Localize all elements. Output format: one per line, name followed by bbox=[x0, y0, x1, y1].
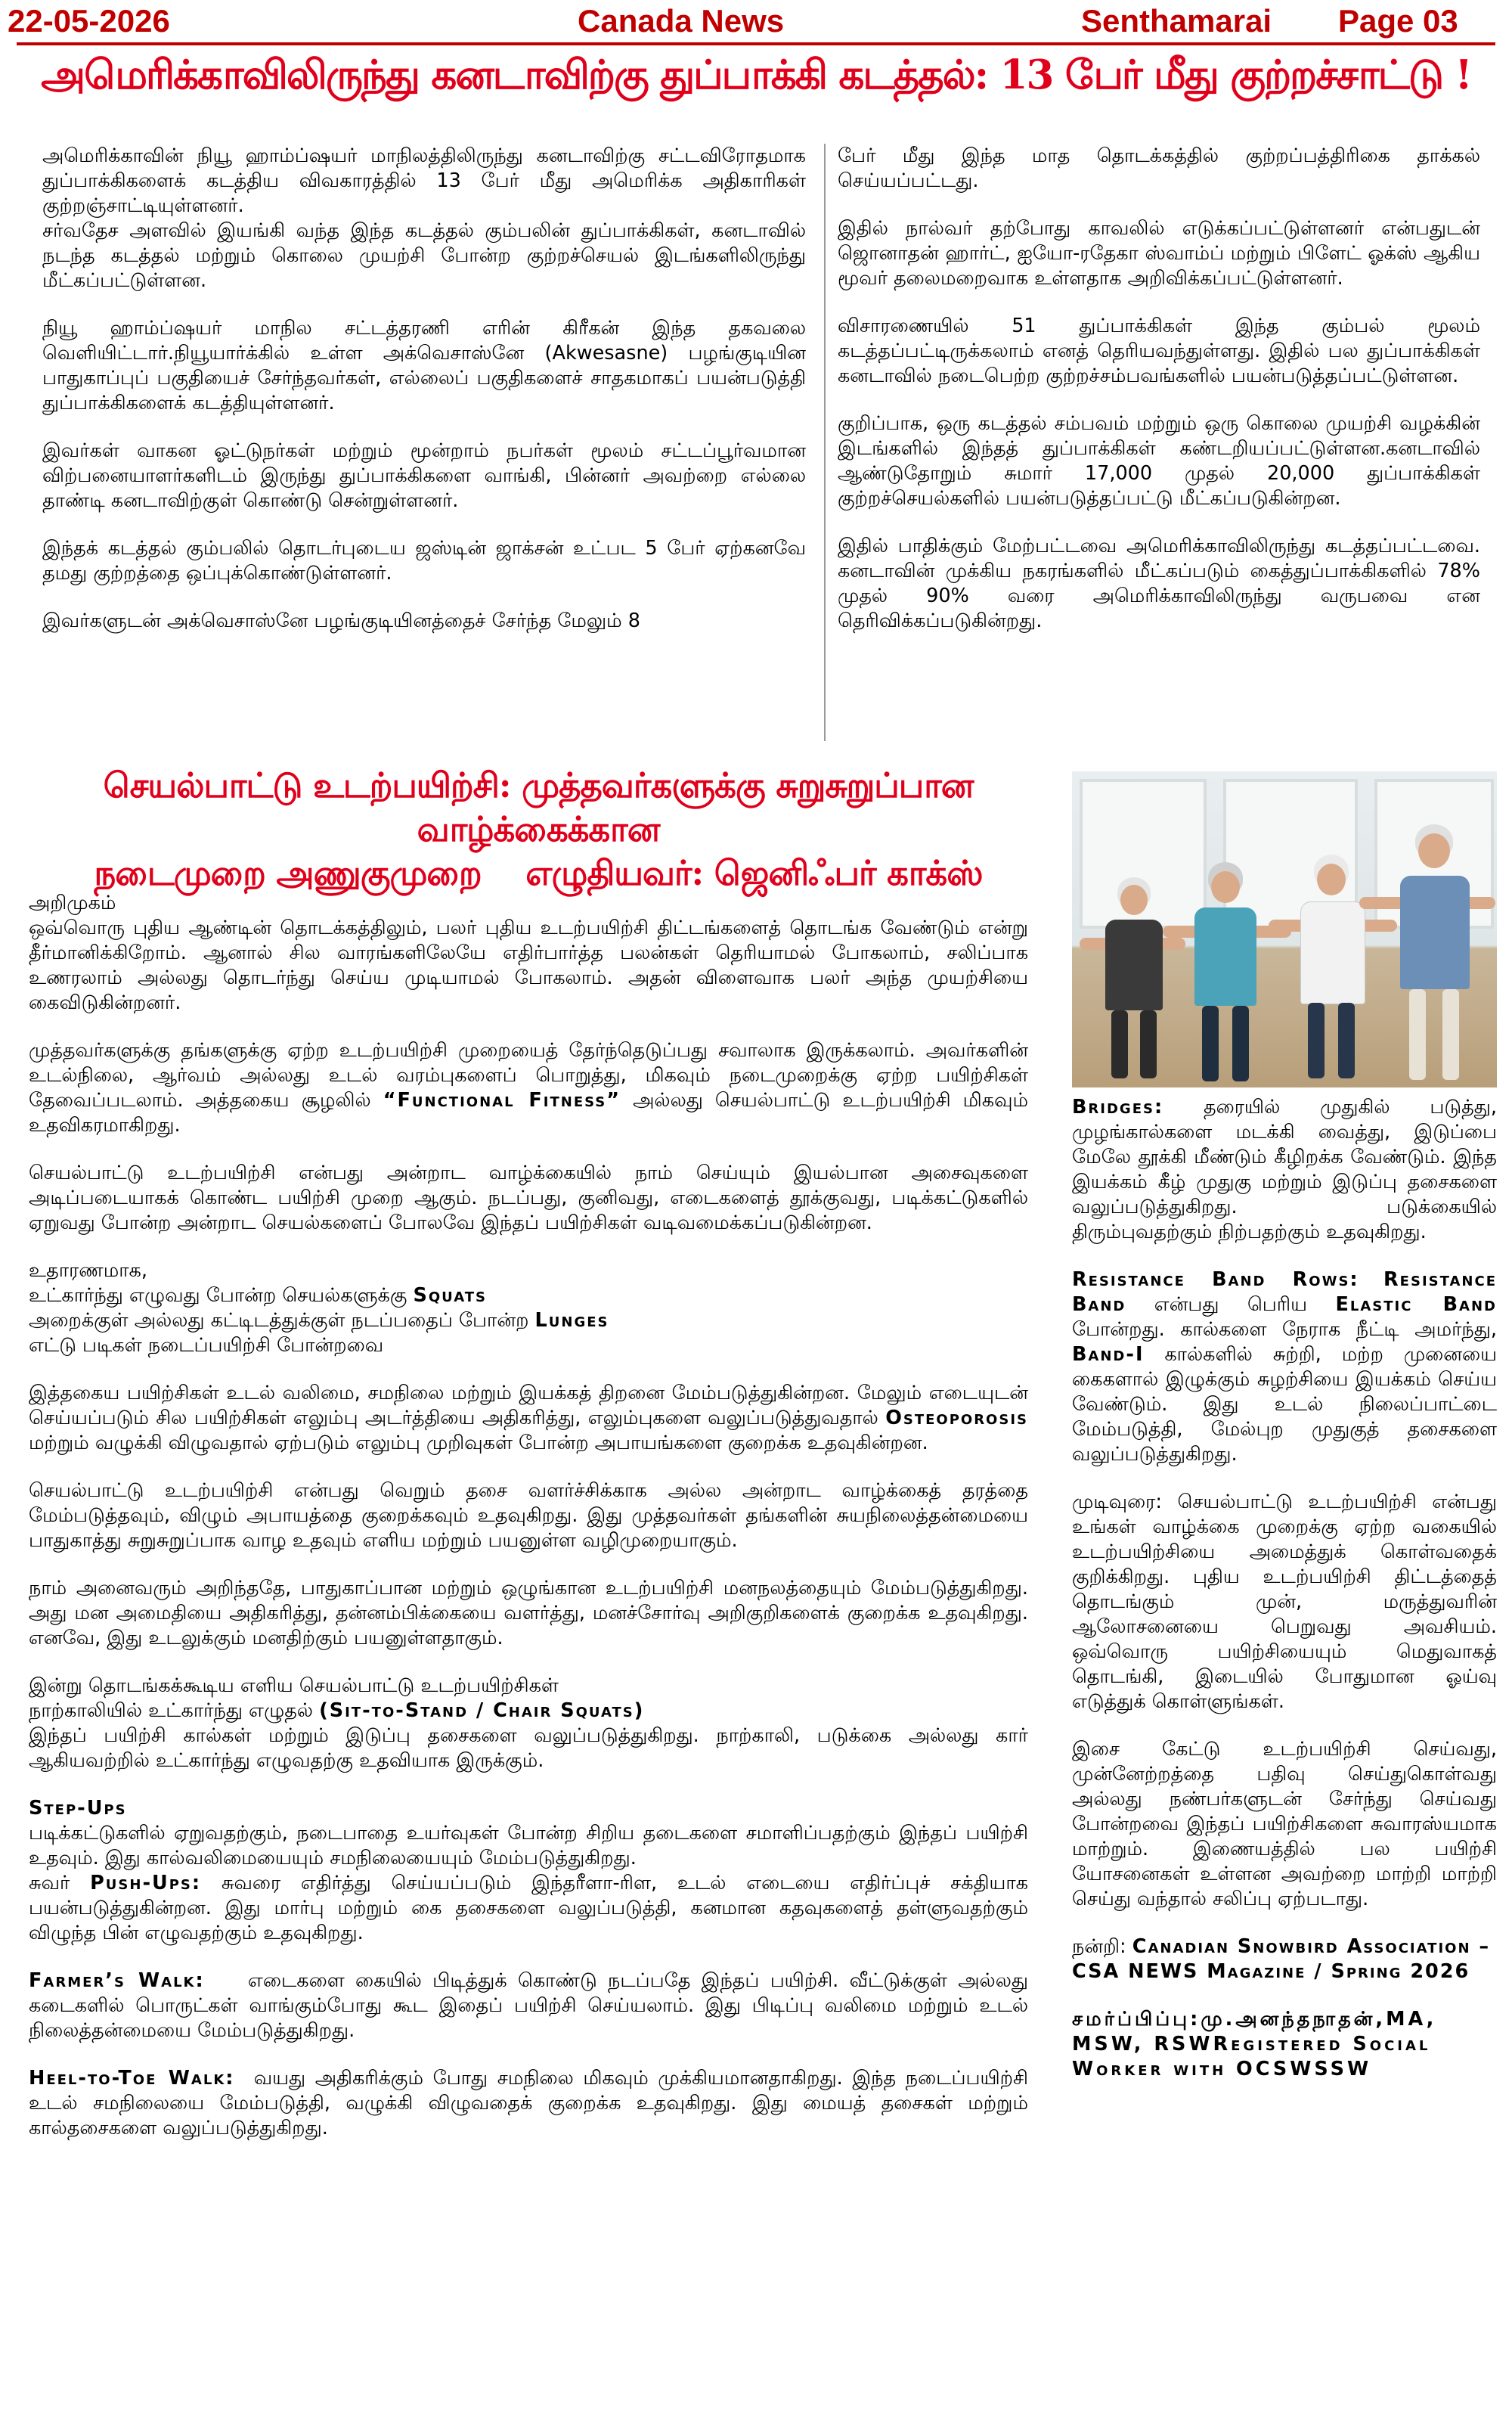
term-resistance-band: Resistance Band bbox=[1072, 1268, 1497, 1316]
seniors-exercise-photo bbox=[1072, 771, 1497, 1087]
text-run bbox=[1359, 1268, 1383, 1291]
article1-left-column bbox=[42, 144, 806, 656]
music-paragraph: இசை கேட்டு உடற்பயிற்சி செய்வது, முன்னேற்றத்தை பதிவு செய்துகொள்வது அல்லது நண்பர்களுடன் சேர்ந்து செய்வது போன்றவை இந்தப் பயிற்சிகளை சுவாரஸ்யமாக மாற்றும். இணையத்தில் பல பயிற்சி யோசனைகள் உள்ளன அவற்றை மாற்றி மாற்றி செய்து வந்தால் சலிப்பு ஏற்படாது. bbox=[1072, 1738, 1497, 1910]
paragraph: செயல்பாட்டு உடற்பயிற்சி என்பது வெறும் தசை வளர்ச்சிக்காக அல்ல அன்றாட வாழ்க்கைத் தரத்தை மேம்படுத்தவும், விழும் அபாயத்தை குறைக்கவும் உதவுகிறது. இது முத்தவர்கள் தங்களின் சுயநிலைத்தன்மையை பாதுகாத்து சுறுசுறுப்பாக வாழ உதவும் எளிய மற்றும் பயனுள்ள வழிமுறையாகும். bbox=[29, 1479, 1028, 1552]
page-header bbox=[0, 3, 1512, 38]
publication-name: Canada News bbox=[578, 3, 785, 39]
article2-headline-line1: செயல்பாட்டு உடற்பயிற்சி: முத்தவர்களுக்கு சுறுசுறுப்பான வாழ்க்கைக்கான bbox=[103, 765, 974, 849]
text-run: மற்றும் வழுக்கி விழுவதால் ஏற்படும் எலும்பு முறிவுகள் போன்ற அபாயங்களை குறைக்க உதவுகின்றன. bbox=[29, 1432, 928, 1454]
paragraph: நாம் அனைவரும் அறிந்ததே, பாதுகாப்பான மற்றும் ஒழுங்கான உடற்பயிற்சி மனநலத்தையும் மேம்படுத்துகிறது. அது மன அமைதியை அதிகரித்து, தன்னம்பிக்கையை வளர்த்து, மனச்சோர்வு அறிகுறிகளைக் குறைக்க உதவுகிறது. எனவே, இது உடலுக்கும் மனதிற்கும் பயனுள்ளதாகும். bbox=[29, 1577, 1028, 1649]
paragraph: குறிப்பாக, ஒரு கடத்தல் சம்பவம் மற்றும் ஒரு கொலை முயற்சி வழக்கின் இடங்களில் இந்தத் துப்பாக்கிகள் கண்டறியப்பட்டுள்ளன.கனடாவில் ஆண்டுதோறும் சுமார் 17,000 முதல் 20,000 துப்பாக்கிகள் குற்றச்செயல்களில் பயன்படுத்தப்பட்டு மீட்கப்படுகின்றன. bbox=[838, 412, 1480, 510]
article2-headline-line2: நடைமுறை அணுகுமுறை எழுதியவர்: ஜெனிஃபர் காக்ஸ் bbox=[94, 853, 983, 893]
column-divider bbox=[824, 144, 826, 741]
exercise-text: படிக்கட்டுகளில் ஏறுவதற்கும், நடைபாதை உயர்வுகள் போன்ற சிறிய தடைகளை சமாளிப்பதற்கும் இந்தப் பயிற்சி உதவும். இது கால்வலிமையையும் சமநிலையையும் மேம்படுத்துகிறது. bbox=[29, 1822, 1028, 1869]
exercise-paragraph bbox=[1072, 1095, 1497, 1245]
text-run: சுவரை எதிர்த்து செய்யப்படும் இந்தரீளா-ரிள, உடல் எடையை எதிர்ப்புச் சக்தியாக பயன்படுத்துகின்றன. இது மார்பு மற்றும் கை தசைகளை வலுப்படுத்தி, கனமான கதவுகளைத் தள்ளுவதற்கும் விழுந்த பின் எழுவதற்கும் உதவுகிறது. bbox=[29, 1872, 1028, 1944]
thanks-paragraph bbox=[1072, 1934, 1497, 1984]
source-credit: Canadian Snowbird Association – CSA NEWS Magazine / Spring 2026 bbox=[1072, 1935, 1491, 1983]
exercise-paragraph bbox=[29, 1969, 1035, 2043]
text-run: எடைகளை கையில் பிடித்துக் கொண்டு நடப்பதே இந்தப் பயிற்சி. வீட்டுக்குள் அல்லது கடைகளில் பொருட்கள் வாங்கும்போது கூட இதைப் பயிற்சி செய்யலாம். இது பிடிப்பு வலிமை மற்றும் உடல் நிலைத்தன்மையை மேம்படுத்துகிறது. bbox=[29, 1969, 1035, 2042]
term-sit-to-stand: (Sit-to-Stand / Chair Squats) bbox=[319, 1699, 645, 1722]
term-elastic-band: Elastic Band bbox=[1335, 1293, 1497, 1316]
text-run: தரையில் முதுகில் படுத்து, முழங்கால்களை மடக்கி வைத்து, இடுப்பை மேலே தூக்கி மீண்டும் கீழிறக்க வேண்டும். இந்த இயக்கம் கீழ் முதுகு மற்றும் இடுப்பு தசைகளை வலுப்படுத்துகிறது. படுக்கையில் திரும்புவதற்கும் நிற்பதற்கும் உதவுகிறது. bbox=[1072, 1096, 1497, 1243]
term-heel-to-toe-walk: Heel-to-Toe Walk: bbox=[29, 2067, 235, 2090]
issue-date: 22-05-2026 bbox=[8, 3, 170, 39]
article2-headline bbox=[17, 764, 1060, 895]
text-run: சுவர் bbox=[29, 1872, 91, 1894]
article1-right-column bbox=[838, 144, 1480, 656]
paragraph: செயல்பாட்டு உடற்பயிற்சி என்பது அன்றாட வாழ்க்கையில் நாம் செய்யும் இயல்பான அசைவுகளை அடிப்படையாகக் கொண்ட பயிற்சி முறை ஆகும். நடப்பது, குனிவது, எடைகளைத் தூக்குவது, படிக்கட்டுகளில் ஏறுவது போன்ற அன்றாட செயல்களைப் போலவே இந்தப் பயிற்சிகள் வடிவமைக்கப்படுகின்றன. bbox=[29, 1162, 1028, 1234]
text-run: வயது அதிகரிக்கும் போது சமநிலை மிகவும் முக்கியமானதாகிறது. இந்த நடைப்பயிற்சி உடல் சமநிலையை மேம்படுத்தி, வழுக்கி விழுவதைக் குறைக்க உதவுகிறது. இது மையத் தசைகள் மற்றும் கால்தசைகளை வலுப்படுத்துகிறது. bbox=[29, 2067, 1035, 2139]
term-squats: Squats bbox=[413, 1284, 487, 1307]
header-rule bbox=[17, 42, 1495, 45]
text-run: என்பது பெரிய bbox=[1126, 1293, 1336, 1316]
term-push-ups: Push-Ups: bbox=[90, 1872, 202, 1894]
term-lunges: Lunges bbox=[534, 1309, 609, 1332]
text-run: நாற்காலியில் உட்கார்ந்து எழுதல் bbox=[29, 1699, 320, 1722]
article2-main-column bbox=[29, 891, 1035, 2164]
text-run: அல்லது செயல்பாட்டு உடற்பயிற்சி மிகவும் உதவிகரமாகிறது. bbox=[29, 1089, 1028, 1137]
paragraph: அமெரிக்காவின் நியூ ஹாம்ப்ஷயர் மாநிலத்திலிருந்து கனடாவிற்கு சட்டவிரோதமாக துப்பாக்கிகளைக் கடத்திய விவகாரத்தில் 13 பேர் மீது அமெரிக்க அதிகாரிகள் குற்றஞ்சாட்டியுள்ளனர். bbox=[42, 144, 806, 217]
paragraph: பேர் மீது இந்த மாத தொடக்கத்தில் குற்றப்பத்திரிகை தாக்கல் செய்யப்பட்டது. bbox=[838, 144, 1480, 192]
paragraph: இவர்களுடன் அக்வெசாஸ்னே பழங்குடியினத்தைச் சேர்ந்த மேலும் 8 bbox=[42, 610, 641, 632]
text-run: கால்களில் சுற்றி, மற்ற முனையை கைகளால் இழுக்கும் சுழற்சியை இயக்கம் செய்ய வேண்டும். இது உடல் நிலைப்பாட்டை மேம்படுத்தி, மேல்புற முதுகுத் தசைகளை வலுப்படுத்துகிறது. bbox=[1072, 1343, 1497, 1466]
conclusion-paragraph: முடிவுரை: செயல்பாட்டு உடற்பயிற்சி என்பது உங்கள் வாழ்க்கை முறைக்கு ஏற்ற வகையில் உடற்பயிற்சியை அமைத்துக் கொள்வதைக் குறிக்கிறது. புதிய உடற்பயிற்சி திட்டத்தைத் தொடங்கும் முன், மருத்துவரின் ஆலோசனையை பெறுவது அவசியம். ஒவ்வொரு பயிற்சியையும் மெதுவாகத் தொடங்கி, இடையில் போதுமான ஓய்வு எடுத்துக் கொள்ளுங்கள். bbox=[1072, 1491, 1497, 1713]
paragraph: இந்தக் கடத்தல் கும்பலில் தொடர்புடைய ஜஸ்டின் ஜாக்சன் உட்பட 5 பேர் ஏற்கனவே தமது குற்றத்தை ஒப்புக்கொண்டுள்ளனர். bbox=[42, 537, 806, 585]
today-label: இன்று தொடங்கக்கூடிய எளிய செயல்பாட்டு உடற்பயிற்சிகள் bbox=[29, 1674, 559, 1697]
page-number: Page 03 bbox=[1338, 3, 1458, 39]
example-item bbox=[29, 1283, 1028, 1308]
dedication: சமர்ப்பிப்பு:மு.அனந்தநாதன்,MA, MSW, RSWRegistered Social Worker with OCSWSSW bbox=[1072, 2008, 1437, 2080]
example-item bbox=[29, 1308, 1028, 1333]
paragraph: சர்வதேச அளவில் இயங்கி வந்த இந்த கடத்தல் கும்பலின் துப்பாக்கிகள், கனடாவில் நடந்த கடத்தல் மற்றும் கொலை முயற்சி போன்ற குற்றச்செயல் இடங்களிலிருந்து மீட்கப்பட்டுள்ளன. bbox=[42, 219, 806, 292]
paragraph: இவர்கள் வாகன ஓட்டுநர்கள் மற்றும் மூன்றாம் நபர்கள் மூலம் சட்டப்பூர்வமான விற்பனையாளர்களிடம் இருந்து துப்பாக்கிகளை வாங்கி, பின்னர் அவற்றை எல்லை தாண்டி கனடாவிற்குள் கொண்டு சென்றுள்ளனர். bbox=[42, 439, 806, 512]
paragraph bbox=[29, 1038, 1028, 1138]
article2-side-column bbox=[1072, 1095, 1497, 2105]
exercise-paragraph bbox=[29, 1871, 1028, 1946]
paragraph: விசாரணையில் 51 துப்பாக்கிகள் இந்த கும்பல் மூலம் கடத்தப்பட்டிருக்கலாம் எனத் தெரியவந்துள்ளது. இதில் பல துப்பாக்கிகள் கனடாவில் நடைபெற்ற குற்றச்சம்பவங்களில் பயன்படுத்தப்பட்டுள்ளன. bbox=[838, 315, 1480, 387]
exercise-paragraph bbox=[1072, 1267, 1497, 1467]
paragraph: இதில் பாதிக்கும் மேற்பட்டவை அமெரிக்காவிலிருந்து கடத்தப்பட்டவை. கனடாவின் முக்கிய நகரங்களில் மீட்கப்படும் கைத்துப்பாக்கிகளில் 78% முதல் 90% வரை அமெரிக்காவிலிருந்து வருபவை என தெரிவிக்கப்படுகின்றது. bbox=[838, 535, 1480, 632]
example-item: எட்டு படிகள் நடைப்பயிற்சி போன்றவை bbox=[29, 1334, 384, 1357]
paragraph: இதில் நால்வர் தற்போது காவலில் எடுக்கப்பட்டுள்ளனர் என்பதுடன் ஜொனாதன் ஹார்ட், ஐயோ-ரதேகா ஸ்வாம்ப் மற்றும் பிளேட் ஓக்ஸ் ஆகிய மூவர் தலைமறைவாக உள்ளதாக அறிவிக்கப்பட்டுள்ளனர். bbox=[838, 217, 1480, 290]
term-functional-fitness: “Functional Fitness” bbox=[383, 1089, 621, 1112]
paragraph bbox=[29, 1381, 1028, 1456]
text-run: நன்றி: bbox=[1072, 1935, 1132, 1958]
section-name: Senthamarai bbox=[1081, 3, 1272, 39]
exercise-heading-step-ups: Step-Ups bbox=[29, 1797, 127, 1820]
text-run: முத்தவர்களுக்கு தங்களுக்கு ஏற்ற உடற்பயிற்சி முறையைத் தேர்ந்தெடுப்பது சவாலாக இருக்கலாம். அவர்களின் உடல்நிலை, ஆர்வம் அல்லது உடல் வரம்புகளைப் பொறுத்து, மிகவும் நடைமுறைக்கு ஏற்ற பயிற்சிகள் தேவைப்படலாம். அத்தகைய சூழலில் bbox=[29, 1039, 1028, 1112]
examples-label: உதாரணமாக, bbox=[29, 1259, 147, 1282]
term-farmers-walk: Farmer’s Walk: bbox=[29, 1969, 205, 1992]
exercise-text: இந்தப் பயிற்சி கால்கள் மற்றும் இடுப்பு தசைகளை வலுப்படுத்துகிறது. நாற்காலி, படுக்கை அல்லது கார் ஆகியவற்றில் உட்கார்ந்து எழுவதற்கு உதவியாக இருக்கும். bbox=[29, 1724, 1028, 1772]
text-run: உட்கார்ந்து எழுவது போன்ற செயல்களுக்கு bbox=[29, 1284, 414, 1307]
exercise-paragraph bbox=[29, 2066, 1035, 2141]
term-osteoporosis: Osteoporosis bbox=[885, 1407, 1028, 1429]
text-run: இத்தகைய பயிற்சிகள் உடல் வலிமை, சமநிலை மற்றும் இயக்கத் திறனை மேம்படுத்துகின்றன. மேலும் எடையுடன் செய்யப்படும் சில பயிற்சிகள் எலும்பு அடர்த்தியை அதிகரித்து, எலும்புகளை வலுப்படுத்துவதால் bbox=[29, 1382, 1028, 1429]
paragraph: ஒவ்வொரு புதிய ஆண்டின் தொடக்கத்திலும், பலர் புதிய உடற்பயிற்சி திட்டங்களைத் தொடங்க வேண்டும் என்று தீர்மானிக்கிறோம். ஆனால் சில வாரங்களிலேயே எதிர்பார்த்த பலன்கள் தெரியாமல் போகலாம், சலிப்பாக உணரலாம் அல்லது தொடர்ந்து செய்ய முடியாமல் போகலாம். அதன் விளைவாக பலர் அந்த முயற்சியை கைவிடுகின்றனர். bbox=[29, 917, 1028, 1014]
text-run: அறைக்குள் அல்லது கட்டிடத்துக்குள் நடப்பதைப் போன்ற bbox=[29, 1309, 535, 1332]
intro-label: அறிமுகம் bbox=[29, 892, 116, 914]
article1-headline: அமெரிக்காவிலிருந்து கனடாவிற்கு துப்பாக்கி கடத்தல்: 13 பேர் மீது குற்றச்சாட்டு ! bbox=[41, 51, 1471, 98]
paragraph: நியூ ஹாம்ப்ஷயர் மாநில சட்டத்தரணி எரின் கிரீகன் இந்த தகவலை வெளியிட்டார்.நியூயார்க்கில் உள்ள அக்வெசாஸ்னே (Akwesasne) பழங்குடியின பாதுகாப்புப் பகுதியைச் சேர்ந்தவர்கள், எல்லைப் பகுதிகளைச் சாதகமாகப் பயன்படுத்தி துப்பாக்கிகளைக் கடத்தியுள்ளனர். bbox=[42, 317, 806, 414]
term-band-i: Band-I bbox=[1072, 1343, 1145, 1366]
text-run: போன்றது. கால்களை நேராக நீட்டி அமர்ந்து, bbox=[1072, 1318, 1497, 1341]
term-resistance-band-rows: Resistance Band Rows: bbox=[1072, 1268, 1359, 1291]
exercise-heading bbox=[29, 1699, 1028, 1723]
term-bridges: Bridges: bbox=[1072, 1096, 1164, 1118]
